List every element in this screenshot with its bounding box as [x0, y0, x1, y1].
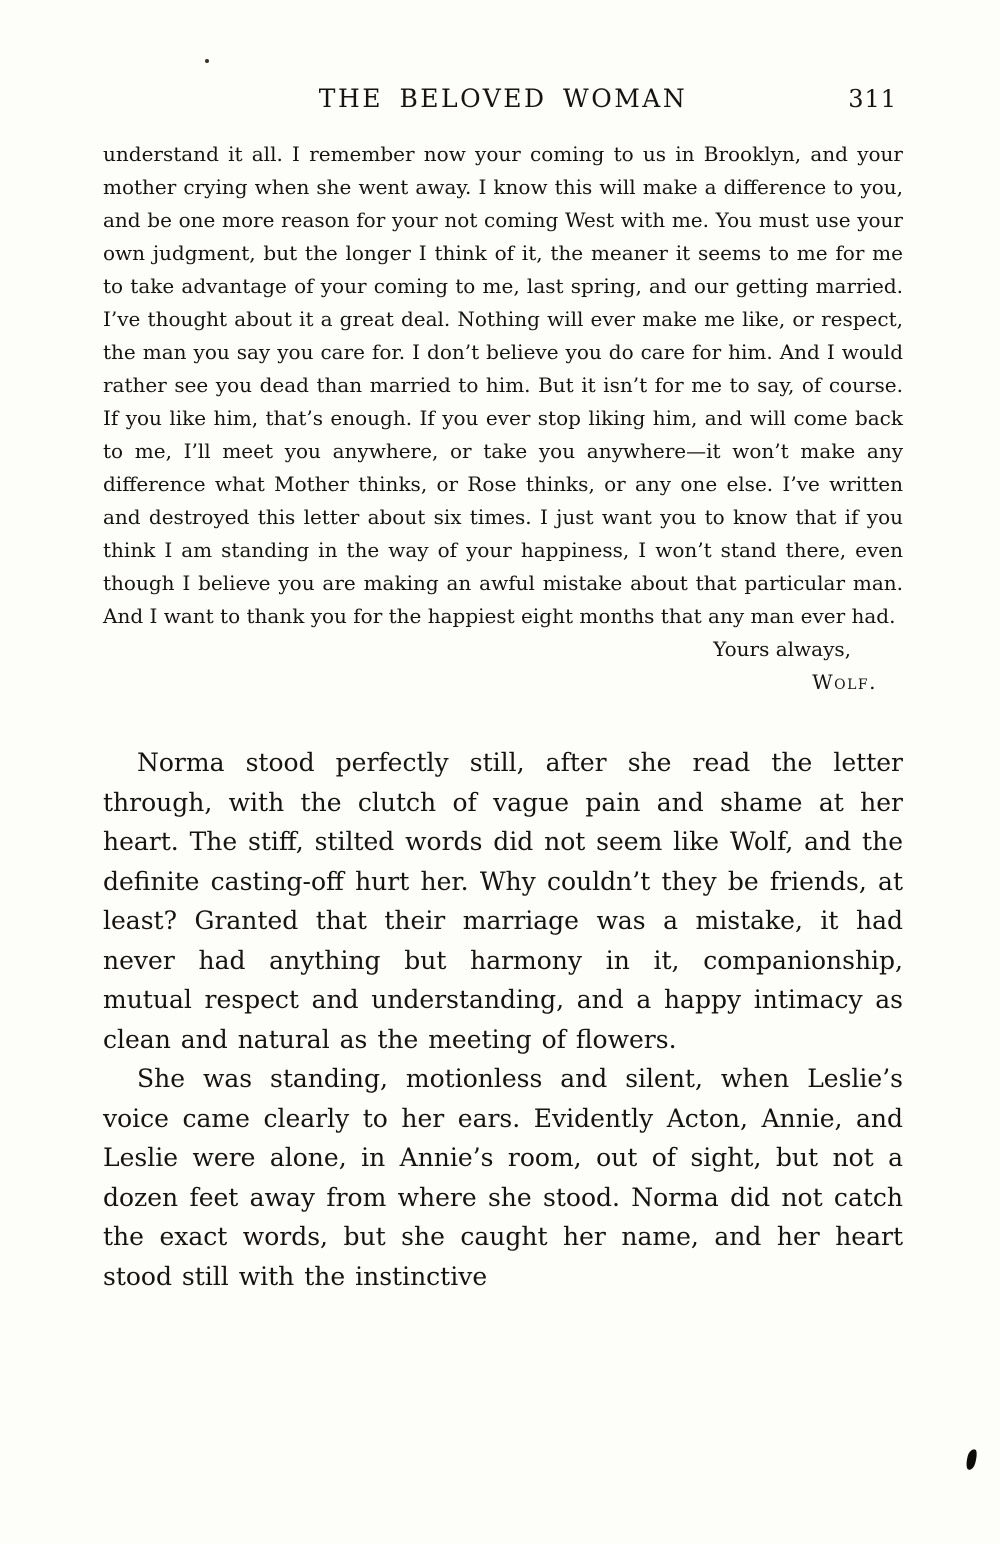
page-header [103, 84, 903, 116]
main-text [103, 743, 903, 1296]
running-title: THE BELOVED WOMAN [318, 84, 688, 113]
paragraph-1: Norma stood perfectly still, after she read the letter through, with the clutch of vague pain and shame at her heart. The stiff, stilted words did not seem like Wolf, and the definite casting-off hurt her. Why couldn’t they be friends, at least? Granted that their marriage was a mistake, it had never had anything but harmony in it, companionship, mutual respect and understanding, and a happy intimacy as clean and natural as the meeting of flowers. [103, 748, 903, 1054]
letter-signature: Wolf. [812, 670, 877, 694]
letter-body: understand it all. I remember now your coming to us in Brooklyn, and your mother crying when she went away. I know this will make a difference to you, and be one more reason for your not coming West with me. You must use your own judgment, but the longer I think of it, the meaner it seems to me for me to take advantage of your coming to me, last spring, and our getting married. I’ve thought about it a great deal. Nothing will ever make me like, or respect, the man you say you care for. I don’t believe you do care for him. And I would rather see you dead than married to him. But it isn’t for me to say, of course. If you like him, that’s enough. If you ever stop liking him, and will come back to me, I’ll meet you anywhere, or take you anywhere—it won’t make any difference what Mother thinks, or Rose thinks, or any one else. I’ve written and destroyed this letter about six times. I just want you to know that if you think I am standing in the way of your happiness, I won’t stand there, even though I believe you are making an awful mistake about that particular man. And I want to thank you for the happiest eight months that any man ever had. [103, 142, 903, 628]
ink-smudge-artifact [965, 1448, 979, 1471]
paragraph-2: She was standing, motionless and silent, when Leslie’s voice came clearly to her ears. Evidently Acton, Annie, and Leslie were alone, in Annie’s room, out of sight, but not a dozen feet away from where she stood. Norma did not catch the exact words, but she caught her name, and her heart stood still with the instinctive [103, 1064, 903, 1291]
page-number: 311 [848, 85, 897, 113]
letter-block [103, 138, 903, 699]
letter-signoff: Yours always, [713, 637, 851, 661]
ink-dot-artifact [205, 59, 209, 63]
